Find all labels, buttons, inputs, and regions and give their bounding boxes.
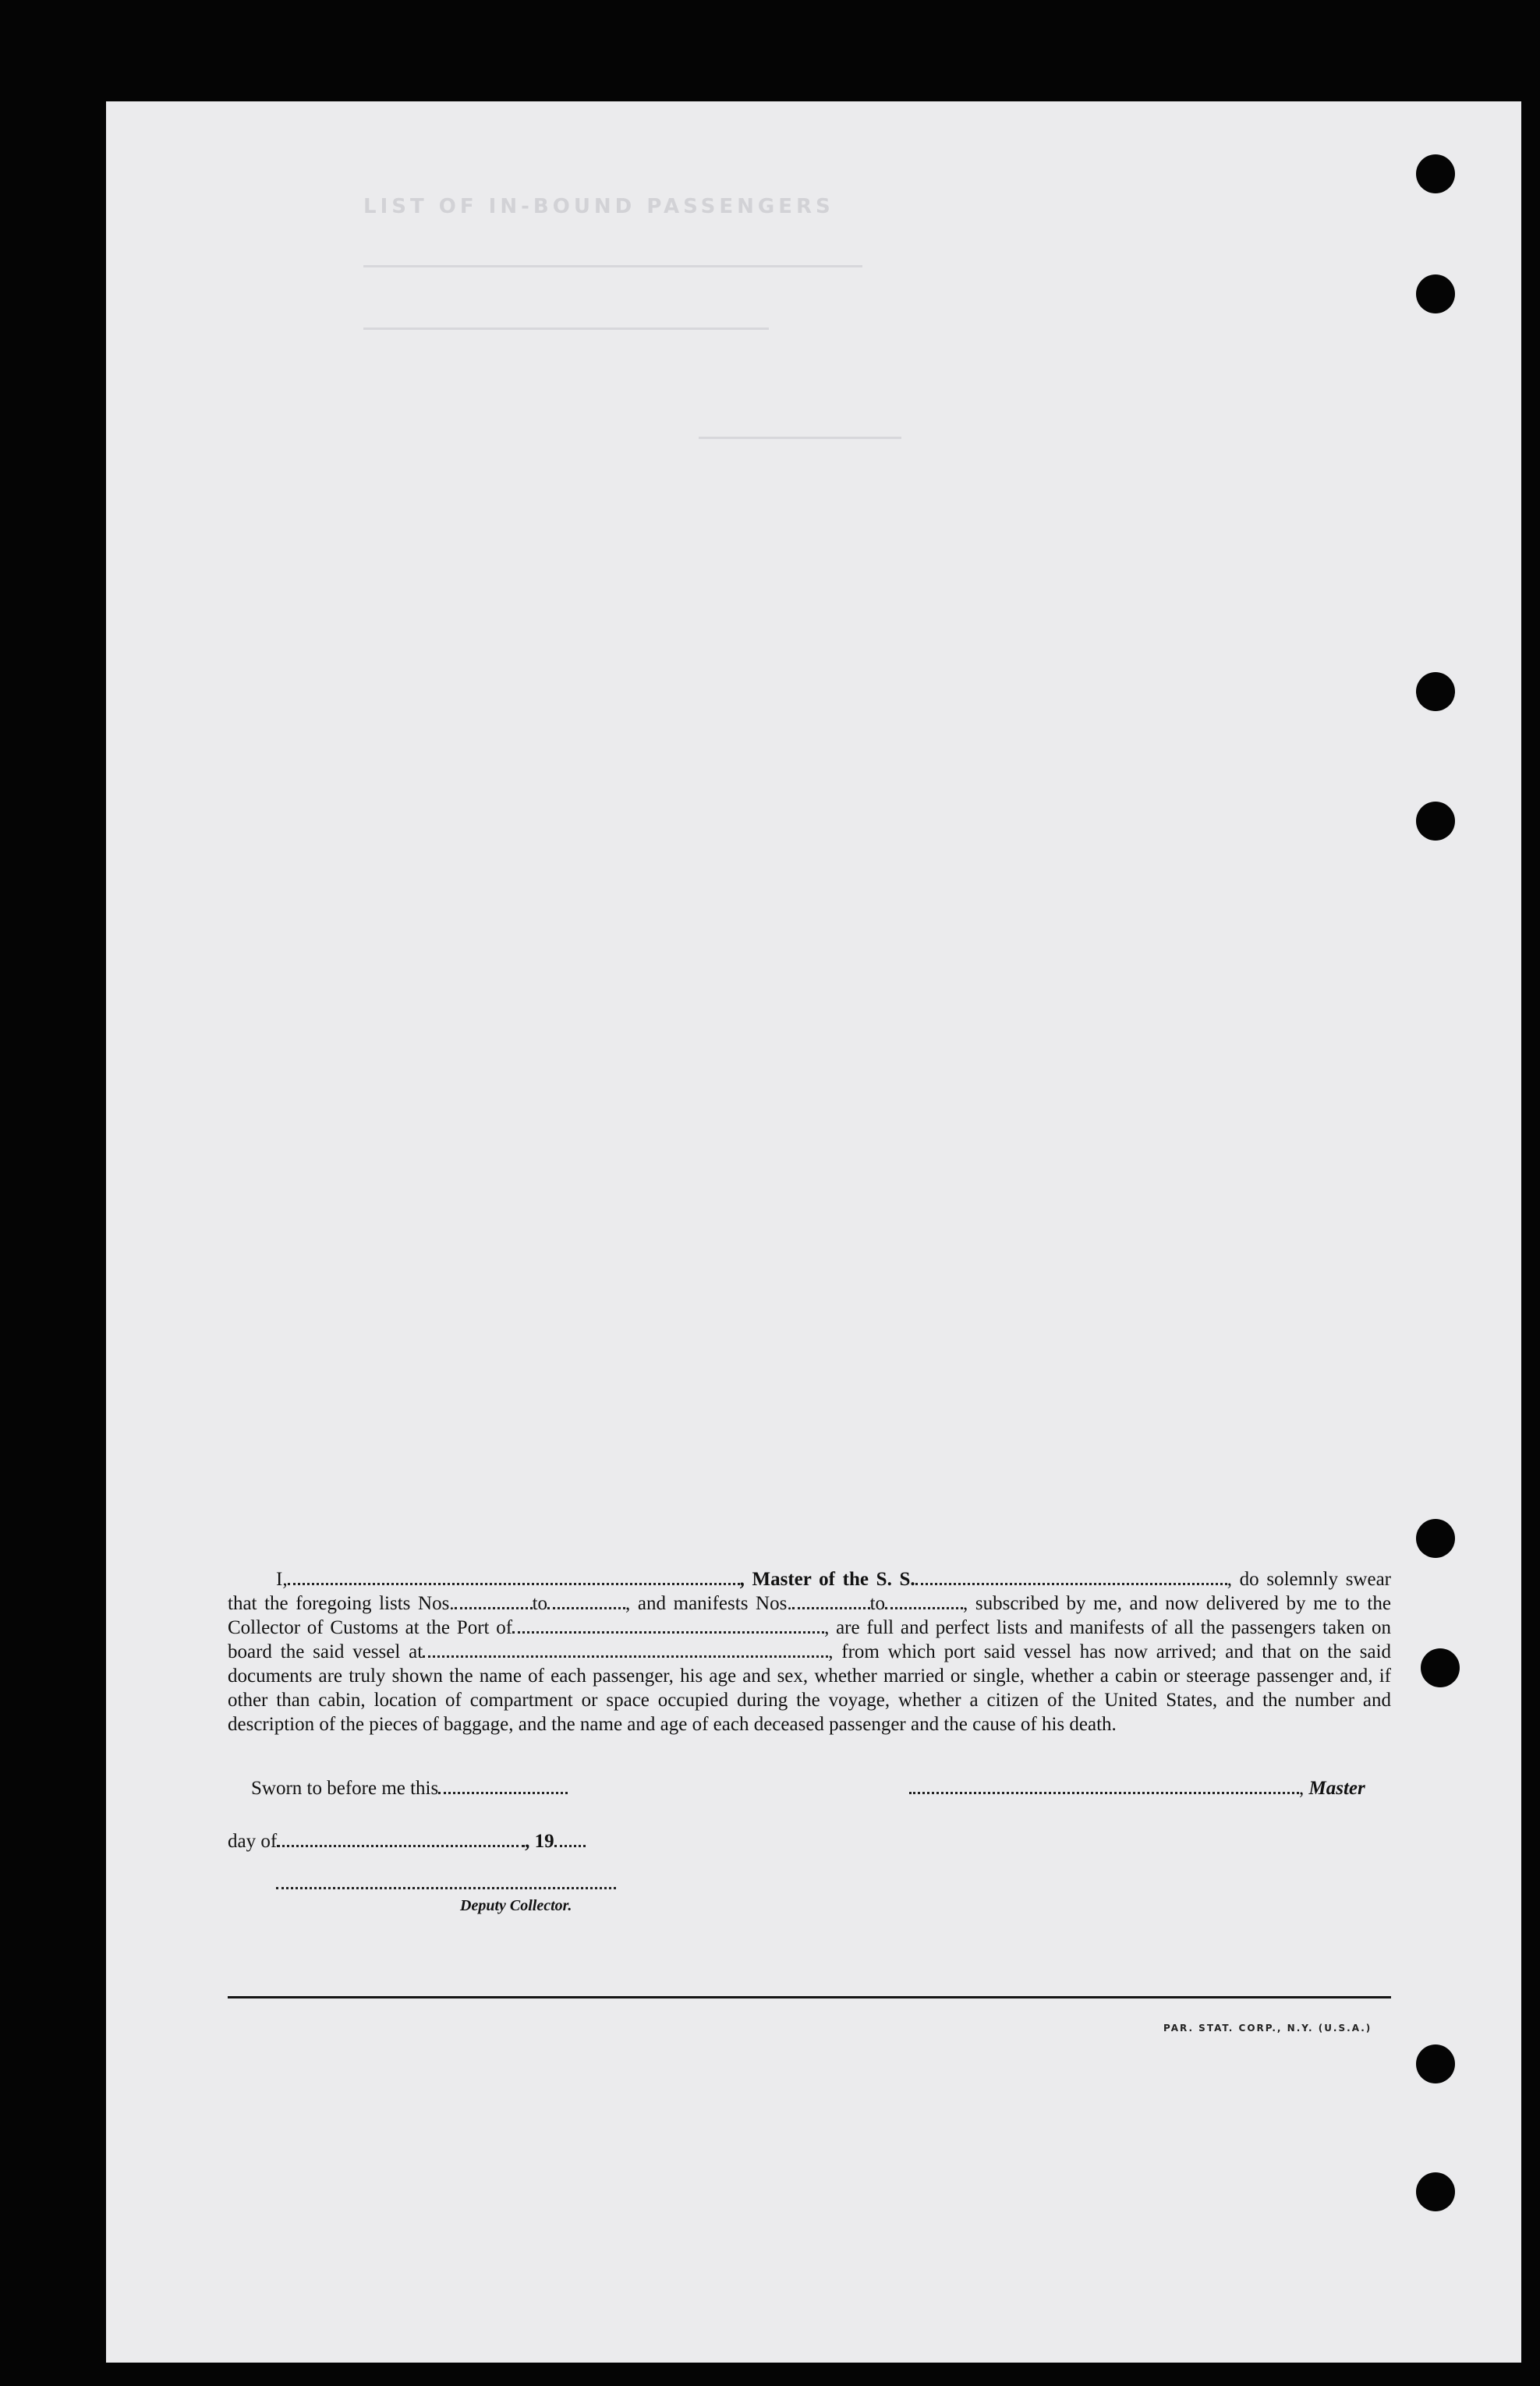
- punch-hole: [1416, 154, 1455, 193]
- list-to-blank: [547, 1593, 625, 1609]
- oath-paragraph: [228, 1567, 1391, 1736]
- oath-text: , subscribed by me, and now delivered by me to the Collector of Customs at the Port of: [228, 1593, 1391, 1638]
- sworn-label: Sworn to before me this: [251, 1778, 439, 1799]
- show-through-title: LIST OF IN-BOUND PASSENGERS: [363, 195, 834, 218]
- printer-imprint: PAR. STAT. CORP., N.Y. (U.S.A.): [1163, 2023, 1372, 2034]
- show-through-line: [699, 437, 901, 439]
- day-of-line: [228, 1831, 586, 1853]
- month-blank: [277, 1831, 525, 1847]
- oath-text: to: [869, 1593, 886, 1614]
- sworn-date-blank: [438, 1778, 568, 1794]
- list-from-blank: [455, 1593, 533, 1609]
- manifest-to-blank: [885, 1593, 963, 1609]
- oath-text: , from which port said vessel has now arrived; and that on the said documents are truly shown the name of each passenger, his age and sex, whether married or single, whether a cabin or steerage passenger and, if other than cabin, location of compartment or space occupied during the voyage, whether a citizen of the United States, and the number and description of the pieces of baggage, and the name and age of each deceased passenger and the cause of his death.: [228, 1641, 1392, 1735]
- punch-hole: [1416, 274, 1455, 313]
- punch-hole: [1416, 2172, 1455, 2211]
- manifest-from-blank: [792, 1593, 870, 1609]
- year-prefix: , 19: [525, 1831, 554, 1852]
- embarkation-blank: [423, 1641, 828, 1658]
- deputy-collector-label: Deputy Collector.: [460, 1897, 572, 1914]
- sworn-line: [251, 1778, 568, 1800]
- master-signature-line: [909, 1778, 1365, 1800]
- ship-name-blank: [915, 1569, 1227, 1585]
- document-page: [106, 101, 1521, 2363]
- punch-hole: [1421, 1648, 1460, 1687]
- master-of-ss-label: , Master of the S. S.: [739, 1569, 915, 1590]
- deputy-signature-blank: [276, 1887, 616, 1889]
- punch-hole: [1416, 1519, 1455, 1558]
- oath-text: , and manifests Nos.: [625, 1593, 792, 1614]
- oath-text: to: [532, 1593, 548, 1614]
- oath-intro: I,: [276, 1569, 288, 1590]
- year-blank: [554, 1831, 586, 1847]
- footer-rule: [228, 1996, 1391, 1998]
- oath-text: , are full and perfect lists and manifests of all the passengers taken on board the said vessel at: [228, 1617, 1391, 1662]
- master-sep: ,: [1299, 1778, 1309, 1799]
- punch-hole: [1416, 672, 1455, 711]
- master-name-blank: [288, 1569, 740, 1585]
- master-signature-blank: [909, 1778, 1299, 1794]
- oath-text: , do solemnly swear that the foregoing lists Nos.: [228, 1569, 1391, 1614]
- show-through-line: [363, 327, 769, 330]
- port-blank: [512, 1617, 824, 1634]
- show-through-line: [363, 265, 862, 267]
- punch-hole: [1416, 2044, 1455, 2083]
- day-of-label: day of: [228, 1831, 278, 1852]
- master-label: Master: [1308, 1778, 1365, 1799]
- punch-hole: [1416, 802, 1455, 841]
